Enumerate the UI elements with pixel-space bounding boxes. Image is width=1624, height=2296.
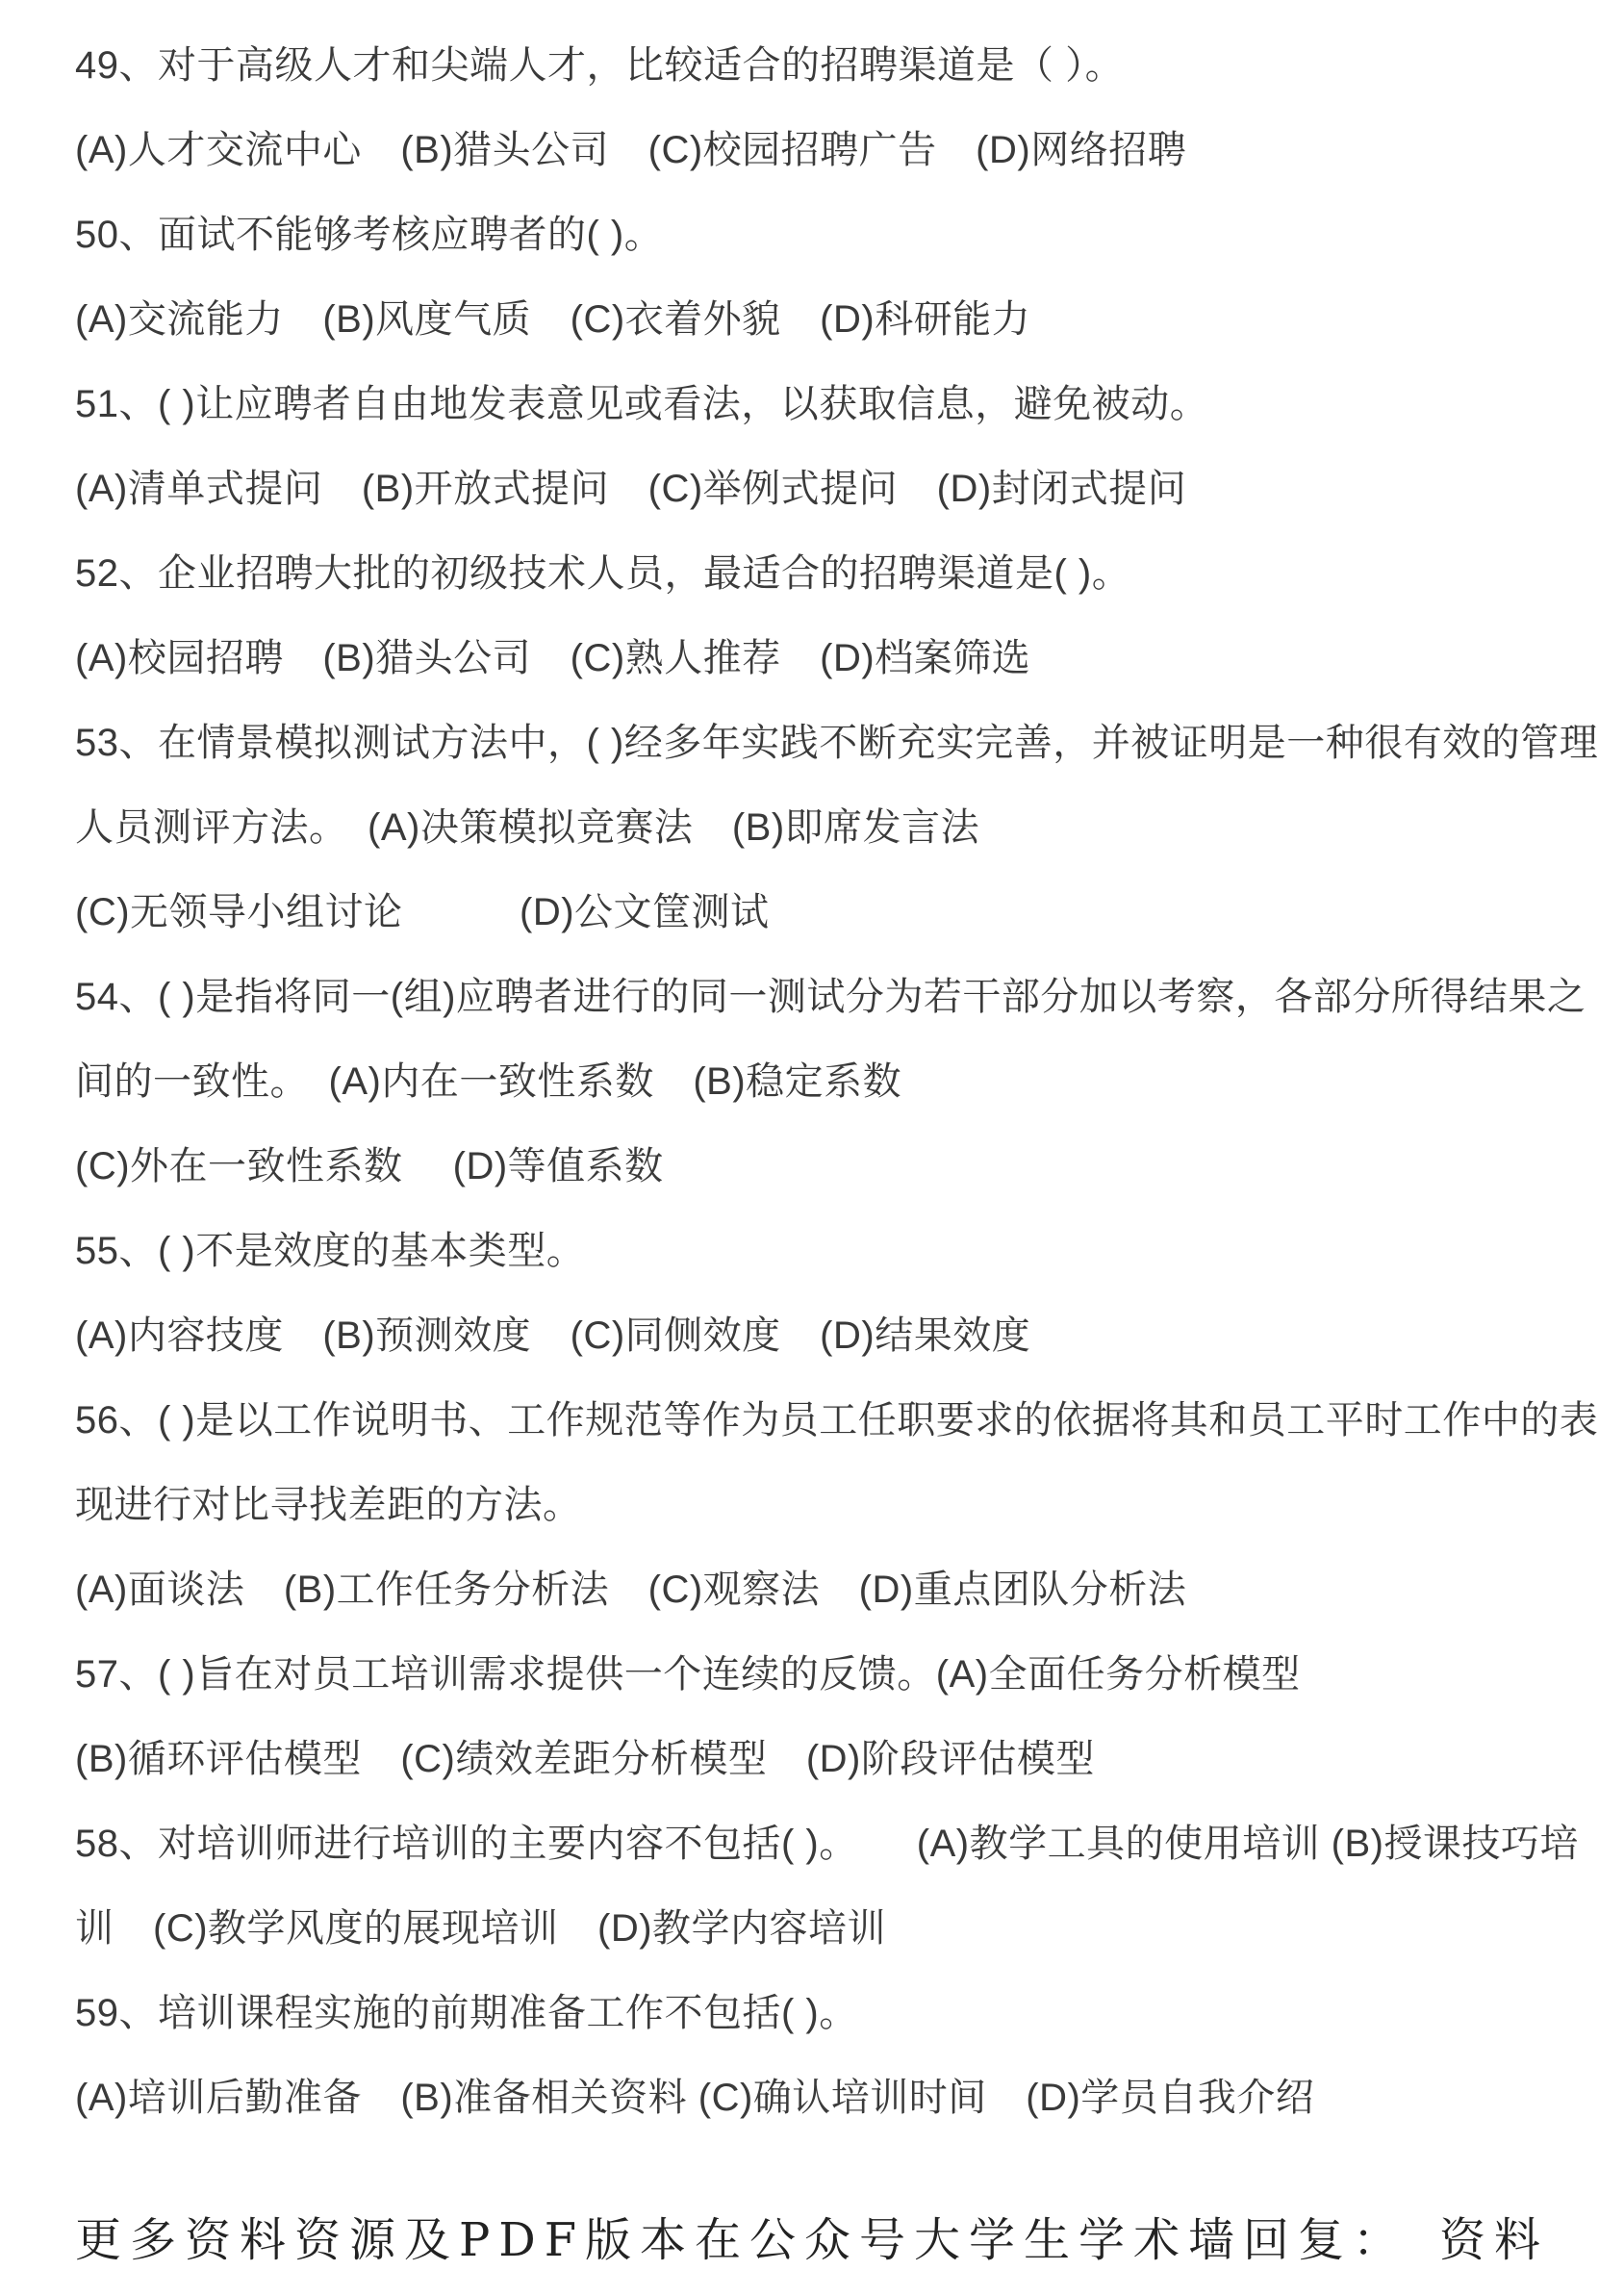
- question-54-text: 54、( )是指将同一(组)应聘者进行的同一测试分为若干部分加以考察，各部分所得结果之: [75, 976, 1586, 1018]
- question-56-continuation: 现进行对比寻找差距的方法。: [75, 1484, 582, 1526]
- question-52-options: (A)校园招聘 (B)猎头公司 (C)熟人推荐 (D)档案筛选: [75, 637, 1031, 679]
- question-57-options-bcd: (B)循环评估模型 (C)绩效差距分析模型 (D)阶段评估模型: [75, 1738, 1095, 1780]
- question-54-continuation-options-ab: 间的一致性。 (A)内在一致性系数 (B)稳定系数: [75, 1060, 902, 1103]
- question-55-options: (A)内容技度 (B)预测效度 (C)同侧效度 (D)结果效度: [75, 1314, 1031, 1357]
- question-50-options: (A)交流能力 (B)风度气质 (C)衣着外貌 (D)科研能力: [75, 298, 1031, 341]
- question-53-options-cd: (C)无领导小组讨论 (D)公文筐测试: [75, 891, 770, 933]
- question-51-text: 51、( )让应聘者自由地发表意见或看法，以获取信息，避免被动。: [75, 383, 1209, 425]
- question-59-options: (A)培训后勤准备 (B)准备相关资料 (C)确认培训时间 (D)学员自我介绍: [75, 2077, 1315, 2119]
- question-51-options: (A)清单式提问 (B)开放式提问 (C)举例式提问 (D)封闭式提问: [75, 468, 1187, 510]
- question-53-text: 53、在情景模拟测试方法中，( )经多年实践不断充实完善，并被证明是一种很有效的管理: [75, 722, 1599, 764]
- question-55-text: 55、( )不是效度的基本类型。: [75, 1230, 586, 1272]
- question-58-text-options: 58、对培训师进行培训的主要内容不包括( )。 (A)教学工具的使用培训 (B)授课技巧培: [75, 1823, 1579, 1865]
- question-50-text: 50、面试不能够考核应聘者的( )。: [75, 214, 664, 256]
- question-58-options-continued: 训 (C)教学风度的展现培训 (D)教学内容培训: [75, 1907, 887, 1950]
- question-53-continuation-options-ab: 人员测评方法。 (A)决策模拟竞赛法 (B)即席发言法: [75, 806, 980, 849]
- question-54-options-cd: (C)外在一致性系数 (D)等值系数: [75, 1145, 664, 1187]
- question-56-text: 56、( )是以工作说明书、工作规范等作为员工任职要求的依据将其和员工平时工作中的表: [75, 1399, 1599, 1441]
- question-49-options: (A)人才交流中心 (B)猎头公司 (C)校园招聘广告 (D)网络招聘: [75, 129, 1187, 171]
- footer-promo-text: 更多资料资源及PDF版本在公众号大学生学术墙回复： 资料: [74, 2213, 1550, 2267]
- question-49-text: 49、对于高级人才和尖端人才，比较适合的招聘渠道是（ ）。: [75, 44, 1125, 87]
- question-56-options: (A)面谈法 (B)工作任务分析法 (C)观察法 (D)重点团队分析法: [75, 1569, 1187, 1611]
- question-52-text: 52、企业招聘大批的初级技术人员，最适合的招聘渠道是( )。: [75, 552, 1131, 595]
- question-59-text: 59、培训课程实施的前期准备工作不包括( )。: [75, 1992, 858, 2034]
- question-57-text-option-a: 57、( )旨在对员工培训需求提供一个连续的反馈。(A)全面任务分析模型: [75, 1653, 1301, 1696]
